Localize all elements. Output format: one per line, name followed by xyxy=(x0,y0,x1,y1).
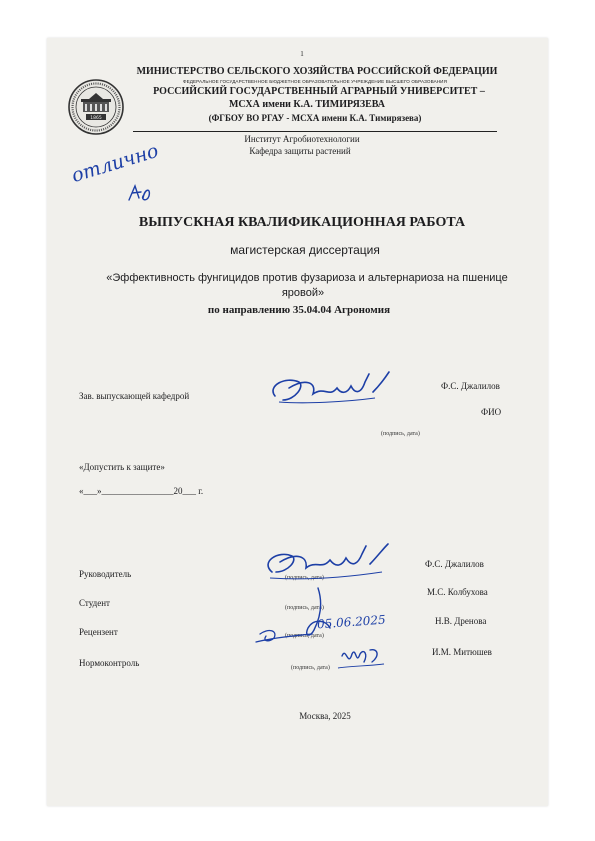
document-page xyxy=(47,38,548,806)
grade-handwritten-note: отлично xyxy=(69,139,162,188)
grade-initials-signature-icon xyxy=(125,178,155,206)
head-of-department-signature-caption: (подпись, дата) xyxy=(381,431,420,437)
university-seal-icon xyxy=(67,78,125,136)
university-abbreviation: (ФГБОУ ВО РГАУ - МСХА имени К.А. Тимирязева) xyxy=(208,113,422,123)
study-direction: по направлению 35.04.04 Агрономия xyxy=(207,304,391,316)
seal-year: 1865 xyxy=(90,116,102,121)
head-of-department-signature-icon xyxy=(265,368,395,410)
university-name: РОССИЙСКИЙ ГОСУДАРСТВЕННЫЙ АГРАРНЫЙ УНИВЕРСИТЕТ – xyxy=(153,86,485,97)
ministry-name: МИНИСТЕРСТВО СЕЛЬСКОГО ХОЗЯЙСТВА РОССИЙСКОЙ ФЕДЕРАЦИИ xyxy=(136,66,498,77)
document-title: ВЫПУСКНАЯ КВАЛИФИКАЦИОННАЯ РАБОТА xyxy=(138,215,466,230)
admit-to-defence-label: «Допустить к защите» xyxy=(79,462,165,472)
student-signature-caption: (подпись, дата) xyxy=(285,605,324,611)
reviewer-handwritten-date: 05.06.2025 xyxy=(316,612,387,632)
reviewer-signature-caption: (подпись, дата) xyxy=(285,633,324,639)
fio-caption: ФИО xyxy=(481,407,502,417)
thesis-topic-line-2: яровой» xyxy=(281,287,325,299)
reviewer-role: Рецензент xyxy=(79,627,118,637)
admit-date-line: «___»________________20___ г. xyxy=(79,486,204,496)
student-role: Студент xyxy=(79,598,110,608)
head-of-department-name: Ф.С. Джалилов xyxy=(441,381,500,391)
reviewer-name: Н.В. Дренова xyxy=(435,616,487,626)
supervisor-role: Руководитель xyxy=(79,569,132,579)
signatures-cluster-icon xyxy=(252,538,412,678)
norm-control-role: Нормоконтроль xyxy=(79,658,140,668)
supervisor-name: Ф.С. Джалилов xyxy=(425,559,484,569)
norm-control-name: И.М. Митюшев xyxy=(432,647,492,657)
department-name: Кафедра защиты растений xyxy=(249,146,351,156)
norm-control-signature-caption: (подпись, дата) xyxy=(291,665,330,671)
institute-name: Институт Агробиотехнологии xyxy=(244,134,360,144)
work-type: магистерская диссертация xyxy=(230,243,380,257)
head-of-department-label: Зав. выпускающей кафедрой xyxy=(79,391,190,401)
student-name: М.С. Колбухова xyxy=(427,587,488,597)
institution-type: ФЕДЕРАЛЬНОЕ ГОСУДАРСТВЕННОЕ БЮДЖЕТНОЕ ОБРАЗОВАТЕЛЬНОЕ УЧРЕЖДЕНИЕ ВЫСШЕГО ОБРАЗОВАНИЯ xyxy=(183,79,447,84)
thesis-topic-line-1: «Эффективность фунгицидов против фузариоза и альтернариоза на пшенице xyxy=(106,272,508,284)
header-divider xyxy=(133,131,497,132)
university-name-2: МСХА имени К.А. ТИМИРЯЗЕВА xyxy=(228,99,386,110)
city-and-year: Москва, 2025 xyxy=(299,711,351,721)
supervisor-signature-caption: (подпись, дата) xyxy=(285,575,324,581)
page-number: 1 xyxy=(300,50,304,58)
